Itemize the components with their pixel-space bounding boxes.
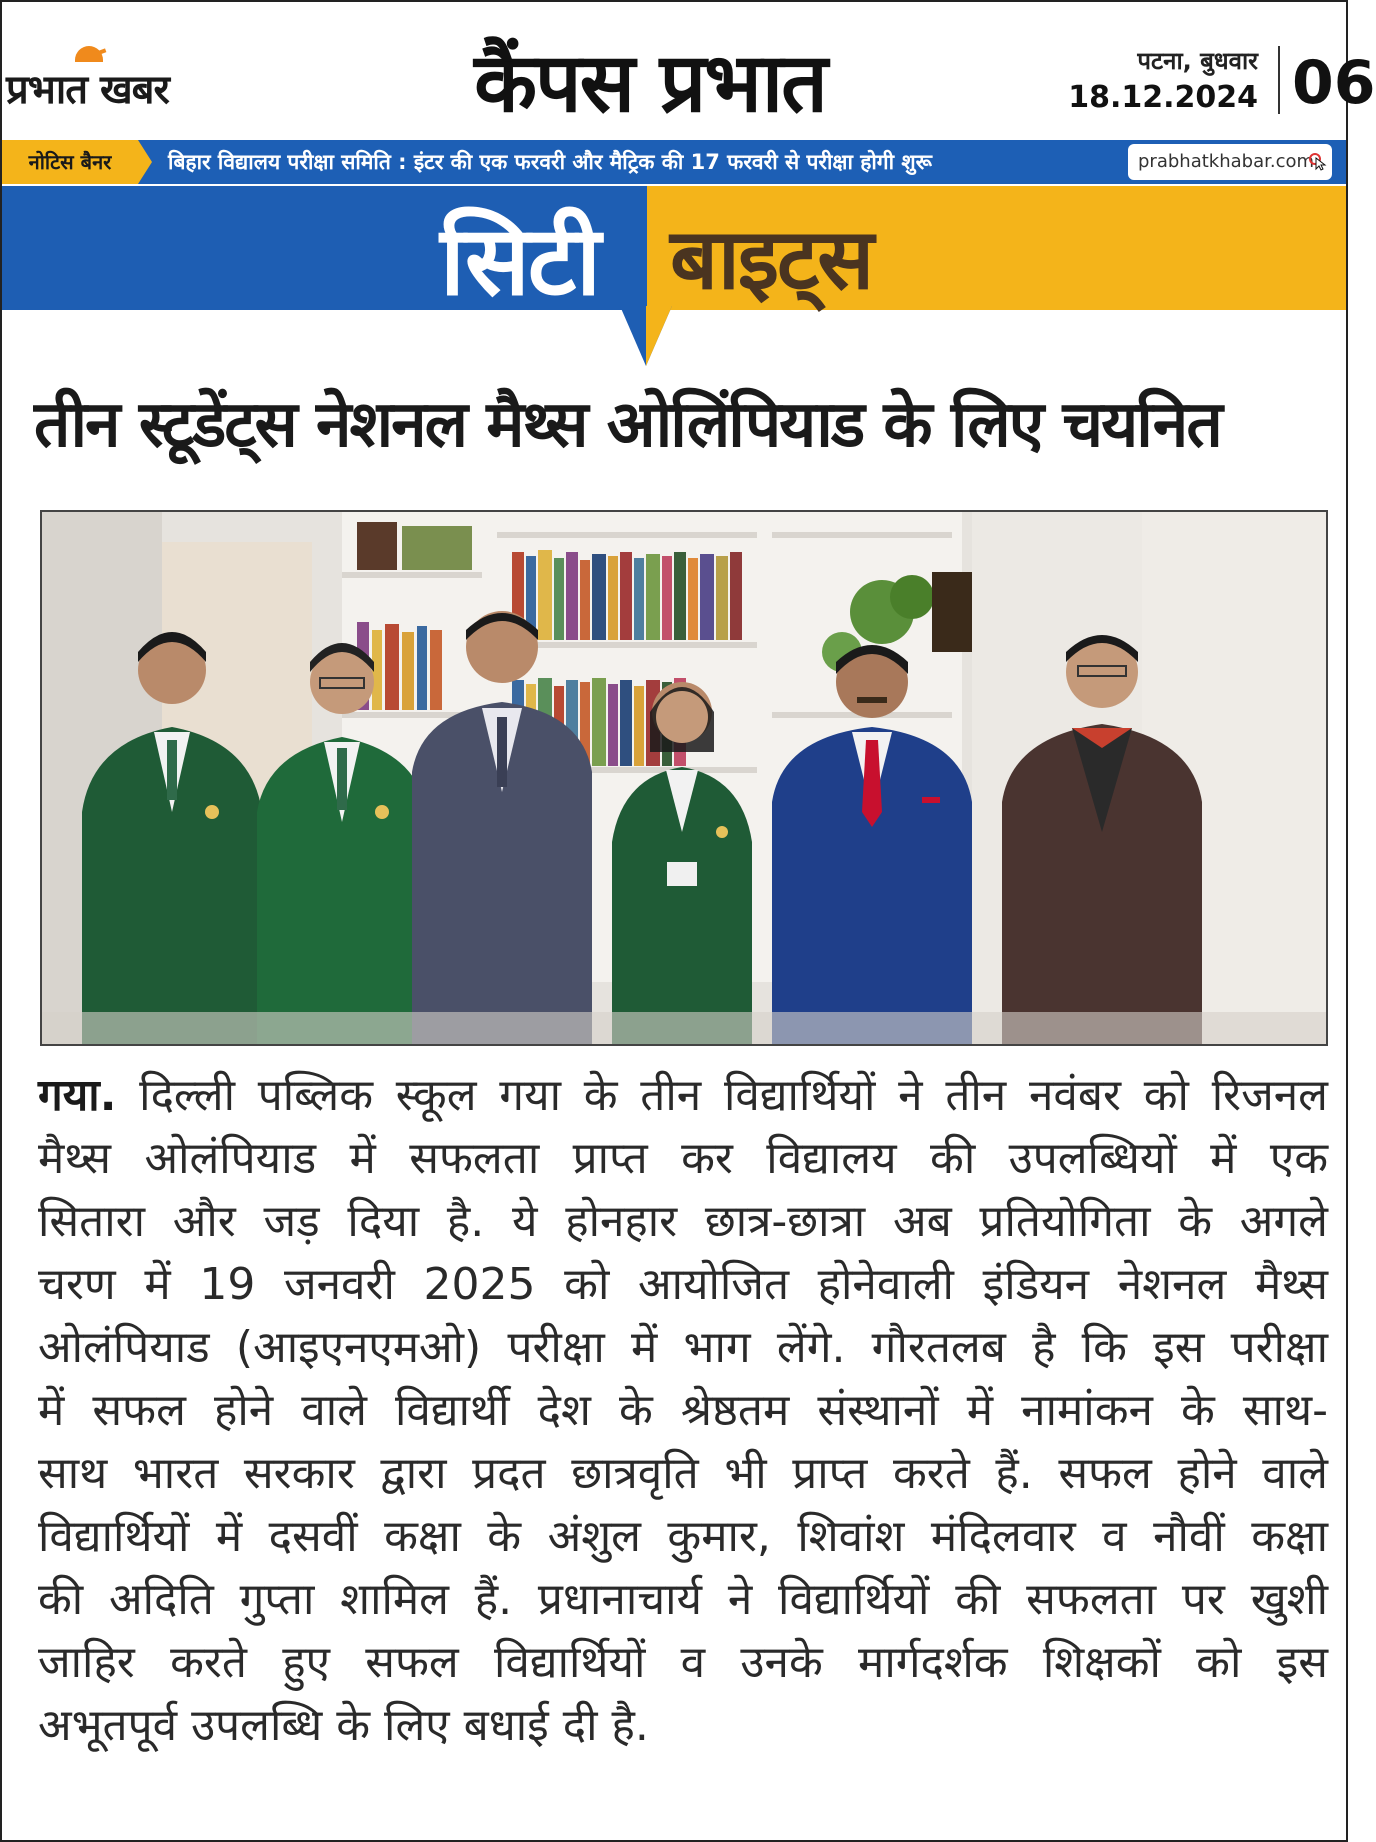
website-link[interactable] [1128,144,1332,180]
article-photo [40,510,1328,1046]
notice-banner [2,140,1346,184]
article-line: में सफल होने वाले विद्यार्थी देश के श्रेष्ठतम संस्थानों में नामांकन के साथ- [38,1385,1328,1436]
article-line: गया. दिल्ली पब्लिक स्कूल गया के तीन विद्यार्थियों ने तीन नवंबर को रिजनल [38,1070,1328,1121]
article-body [38,1064,1328,1757]
masthead [0,0,1376,140]
notice-label: नोटिस बैनर [2,140,138,184]
issue-date: 18.12.2024 [1068,80,1258,115]
article-line: मैथ्स ओलंपियाड में सफलता प्राप्त कर विद्यालय की उपलब्धियों में एक [38,1133,1328,1184]
website-text: prabhatkhabar.com [1138,151,1315,172]
article-line: अभूतपूर्व उपलब्धि के लिए बधाई दी है. [38,1700,649,1751]
newspaper-logo: प्रभात खबर [6,67,169,113]
section-word-city: सिटी [440,205,600,317]
dateline: गया. [38,1070,117,1121]
article-line: जाहिर करते हुए सफल विद्यार्थियों व उनके मार्गदर्शक शिक्षकों को इस [38,1637,1328,1688]
masthead-divider [1278,46,1280,114]
cursor-icon [1308,152,1326,170]
article-line: चरण में 19 जनवरी 2025 को आयोजित होनेवाली इंडियन नेशनल मैथ्स [38,1259,1328,1310]
article-line: की अदिति गुप्ता शामिल हैं. प्रधानाचार्य ने विद्यार्थियों की सफलता पर खुशी [38,1574,1328,1625]
page-title: कैंपस प्रभात [474,36,826,131]
article-line: सितारा और जड़ दिया है. ये होनहार छात्र-छात्रा अब प्रतियोगिता के अगले [38,1196,1328,1247]
article-line: ओलंपियाड (आइएनएमओ) परीक्षा में भाग लेंगे. गौरतलब है कि इस परीक्षा [38,1322,1328,1373]
group-photo [42,512,1326,1044]
place-day: पटना, बुधवार [1137,47,1258,75]
article-line: साथ भारत सरकार द्वारा प्रदत छात्रवृति भी प्राप्त करते हैं. सफल होने वाले [38,1448,1328,1499]
article-line: विद्यार्थियों में दसवीं कक्षा के अंशुल कुमार, शिवांश मंदिलवार व नौवीं कक्षा [38,1511,1328,1562]
section-notch-yellow [646,306,672,366]
page-number: 06 [1292,48,1376,118]
article-headline: तीन स्टूडेंट्स नेशनल मैथ्स ओलिंपियाड के लिए चयनित [34,388,1221,462]
notice-text: बिहार विद्यालय परीक्षा समिति : इंटर की एक फरवरी और मैट्रिक की 17 फरवरी से परीक्षा होगी शुरू [168,150,932,174]
notice-arrow-icon [138,140,152,184]
section-word-bites: बाइट्स [670,210,873,308]
